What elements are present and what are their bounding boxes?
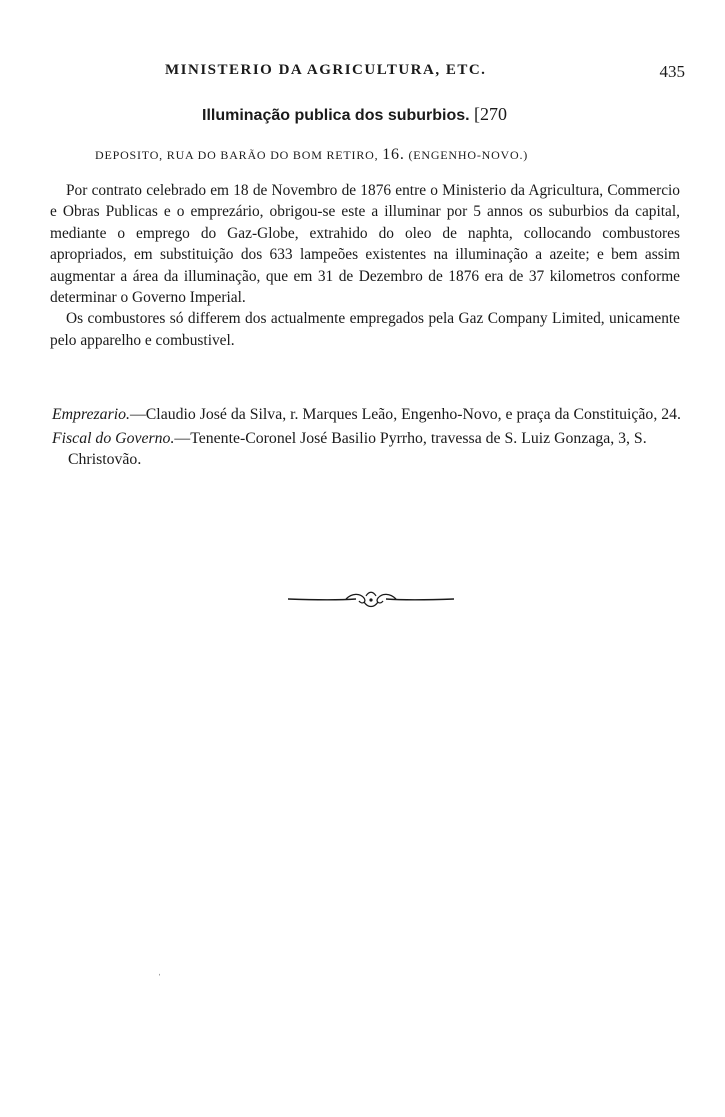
location-number: 16. [382,146,405,163]
print-speck: ˌ [158,965,162,976]
paragraph-combustores: Os combustores só differem dos actualmente empregados pela Gaz Company Limited, unicamente pelo apparelho e combustivel. [50,310,680,349]
contact-text: —Claudio José da Silva, r. Marques Leão, Engenho-Novo, e praça da Constituição, 24. [129,406,681,423]
section-number: [270 [474,104,508,124]
ornament-divider-icon [286,588,456,610]
body-text [50,180,680,351]
location-district: (ENGENHO-NOVO.) [408,148,529,162]
section-title [202,104,507,125]
location-prefix: DEPOSITO, RUA DO BARÃO DO BOM RETIRO, [95,148,379,162]
contact-text: —Tenente-Coronel José Basilio Pyrrho, travessa de S. Luiz Gonzaga, 3, S. Christovão. [68,429,647,468]
contact-emprezario [52,404,684,426]
contact-label: Emprezario. [52,406,130,423]
contact-fiscal [52,428,684,471]
contact-label: Fiscal do Governo. [52,429,175,447]
contacts-list [52,404,684,473]
running-head: MINISTERIO DA AGRICULTURA, ETC. [165,62,487,78]
section-title-text: Illuminação publica dos suburbios. [202,107,470,124]
location-line [95,146,528,164]
paragraph-contract: Por contrato celebrado em 18 de Novembro de 1876 entre o Ministerio da Agricultura, Commercio e Obras Publicas e o emprezário, obrigou-se este a illuminar por 5 annos os suburbios da capital, mediante o emprego do Gaz-Globe, extrahido do oleo de naphta, collocando combustores apropriados, em substituição dos 633 lampeões existentes na illuminação a azeite; e bem assim augmentar a área da illuminação, que em 31 de Dezembro de 1876 era de 37 kilometros conforme determinar o Governo Imperial. [50,182,680,307]
page-number: 435 [659,62,685,81]
